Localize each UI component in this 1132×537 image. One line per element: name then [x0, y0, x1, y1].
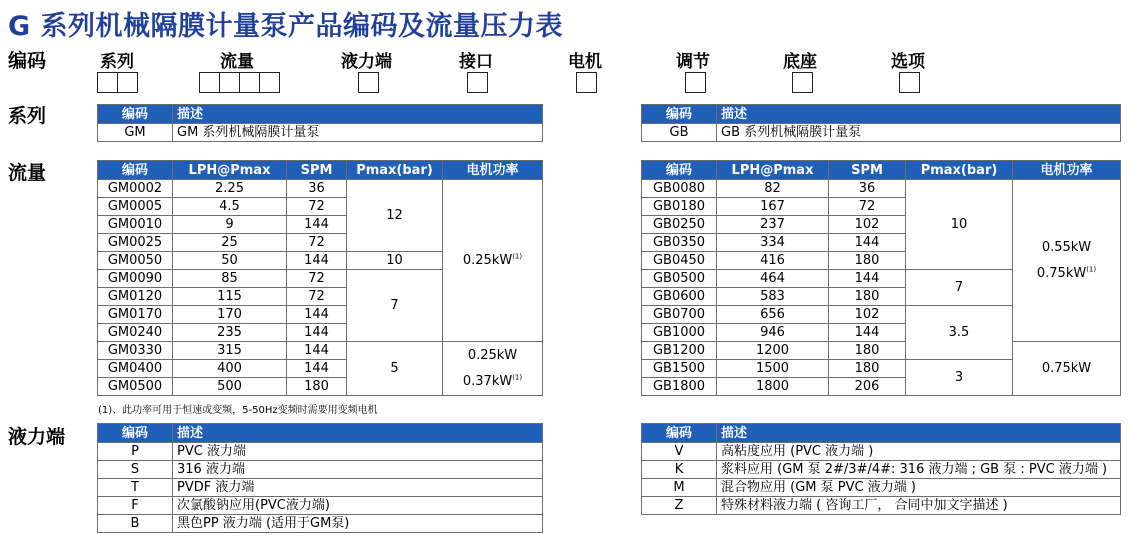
flow-spm: 180 — [829, 360, 906, 378]
code-column-series: 系列 — [100, 52, 134, 72]
header-power: 电机功率 — [1013, 161, 1121, 180]
flow-code: GM0170 — [98, 306, 173, 324]
header-lph: LPH@Pmax — [717, 161, 829, 180]
header-code: 编码 — [98, 161, 173, 180]
header-desc: 描述 — [717, 424, 1121, 443]
flow-spm: 180 — [829, 288, 906, 306]
flow-code: GB0080 — [642, 180, 717, 198]
flow-code: GB0350 — [642, 234, 717, 252]
flow-code: GM0010 — [98, 216, 173, 234]
flow-lph: 416 — [717, 252, 829, 270]
liquid-desc: 混合物应用 (GM 泵 PVC 液力端 ) — [717, 479, 1121, 497]
code-column-base: 底座 — [783, 52, 817, 72]
flow-code: GM0090 — [98, 270, 173, 288]
flow-spm: 144 — [287, 306, 347, 324]
flow-lph: 9 — [173, 216, 287, 234]
header-code: 编码 — [98, 105, 173, 124]
flow-lph: 656 — [717, 306, 829, 324]
flow-spm: 72 — [829, 198, 906, 216]
flow-lph: 1800 — [717, 378, 829, 396]
liquid-desc: 黑色PP 液力端 (适用于GM泵) — [173, 515, 543, 533]
flow-spm: 144 — [287, 324, 347, 342]
header-lph: LPH@Pmax — [173, 161, 287, 180]
flow-lph: 235 — [173, 324, 287, 342]
row-label-flow: 流量 — [8, 162, 47, 184]
liquid-code: F — [98, 497, 173, 515]
code-boxes-base[interactable] — [792, 72, 812, 93]
code-column-motor: 电机 — [568, 52, 602, 72]
flow-lph: 85 — [173, 270, 287, 288]
liquid-desc: 浆料应用 (GM 泵 2#/3#/4#: 316 液力端 ; GB 泵 : PVC 液力端 ) — [717, 461, 1121, 479]
pmax-cell: 5 — [347, 342, 443, 396]
flow-code: GB1000 — [642, 324, 717, 342]
header-spm: SPM — [829, 161, 906, 180]
series-table-gm — [97, 104, 543, 142]
flow-lph: 583 — [717, 288, 829, 306]
header-pmax: Pmax(bar) — [347, 161, 443, 180]
flow-table-gb — [641, 160, 1121, 396]
flow-spm: 72 — [287, 198, 347, 216]
power-cell: 0.25kW $0.37kW^{(1)}$ — [443, 342, 543, 396]
liquid-end-table-left — [97, 423, 543, 533]
liquid-code: B — [98, 515, 173, 533]
flow-code: GM0050 — [98, 252, 173, 270]
pmax-cell: 12 — [347, 180, 443, 252]
flow-lph: 1500 — [717, 360, 829, 378]
flow-lph: 170 — [173, 306, 287, 324]
flow-lph: 2.25 — [173, 180, 287, 198]
flow-spm: 102 — [829, 306, 906, 324]
row-label-liquid-end: 液力端 — [8, 426, 66, 448]
flow-spm: 180 — [829, 252, 906, 270]
flow-lph: 500 — [173, 378, 287, 396]
code-boxes-adjust[interactable] — [685, 72, 705, 93]
header-code: 编码 — [642, 105, 717, 124]
code-boxes-flow[interactable] — [199, 72, 279, 93]
flow-lph: 315 — [173, 342, 287, 360]
header-code: 编码 — [642, 161, 717, 180]
code-column-options: 选项 — [891, 52, 925, 72]
code-boxes-options[interactable] — [899, 72, 919, 93]
page-title: G 系列机械隔膜计量泵产品编码及流量压力表 — [8, 11, 564, 42]
code-boxes-liquid-end[interactable] — [358, 72, 378, 93]
header-power: 电机功率 — [443, 161, 543, 180]
pmax-cell: 3.5 — [906, 306, 1013, 360]
flow-code: GB1500 — [642, 360, 717, 378]
power-cell: 0.55kW $0.75kW^{(1)}$ — [1013, 180, 1121, 342]
liquid-code: T — [98, 479, 173, 497]
liquid-code: S — [98, 461, 173, 479]
pmax-cell: 10 — [906, 180, 1013, 270]
power-cell: 0.75kW — [1013, 342, 1121, 396]
series-table-gb — [641, 104, 1121, 142]
flow-spm: 144 — [287, 342, 347, 360]
liquid-desc: 次氯酸钠应用(PVC液力端) — [173, 497, 543, 515]
flow-spm: 144 — [287, 216, 347, 234]
flow-lph: 50 — [173, 252, 287, 270]
liquid-code: K — [642, 461, 717, 479]
code-column-liquid-end: 液力端 — [341, 52, 392, 72]
row-label-code: 编码 — [8, 50, 47, 72]
pmax-cell: 7 — [347, 270, 443, 342]
flow-code: GB0250 — [642, 216, 717, 234]
header-code: 编码 — [98, 424, 173, 443]
flow-code: GB1200 — [642, 342, 717, 360]
series-code: GM — [98, 124, 173, 142]
flow-code: GM0120 — [98, 288, 173, 306]
flow-lph: 464 — [717, 270, 829, 288]
flow-code: GM0240 — [98, 324, 173, 342]
flow-code: GM0500 — [98, 378, 173, 396]
row-label-series: 系列 — [8, 105, 47, 127]
flow-lph: 82 — [717, 180, 829, 198]
flow-lph: 946 — [717, 324, 829, 342]
flow-code: GB0600 — [642, 288, 717, 306]
flow-spm: 36 — [287, 180, 347, 198]
pmax-cell: 7 — [906, 270, 1013, 306]
flow-code: GB0500 — [642, 270, 717, 288]
flow-lph: 237 — [717, 216, 829, 234]
header-code: 编码 — [642, 424, 717, 443]
flow-lph: 25 — [173, 234, 287, 252]
flow-spm: 72 — [287, 270, 347, 288]
header-desc: 描述 — [717, 105, 1121, 124]
header-pmax: Pmax(bar) — [906, 161, 1013, 180]
series-code: GB — [642, 124, 717, 142]
flow-code: GM0400 — [98, 360, 173, 378]
flow-code: GB0700 — [642, 306, 717, 324]
flow-spm: 180 — [287, 378, 347, 396]
flow-spm: 72 — [287, 288, 347, 306]
series-desc: GM 系列机械隔膜计量泵 — [173, 124, 543, 142]
flow-lph: 4.5 — [173, 198, 287, 216]
header-desc: 描述 — [173, 105, 543, 124]
pmax-cell: 10 — [347, 252, 443, 270]
liquid-desc: PVDF 液力端 — [173, 479, 543, 497]
flow-code: GB0180 — [642, 198, 717, 216]
flow-spm: 72 — [287, 234, 347, 252]
flow-code: GB1800 — [642, 378, 717, 396]
flow-spm: 180 — [829, 342, 906, 360]
flow-spm: 36 — [829, 180, 906, 198]
code-boxes-motor[interactable] — [576, 72, 596, 93]
flow-lph: 334 — [717, 234, 829, 252]
flow-lph: 1200 — [717, 342, 829, 360]
flow-spm: 206 — [829, 378, 906, 396]
power-cell: $0.25kW^{(1)}$ — [443, 180, 543, 342]
flow-spm: 144 — [829, 324, 906, 342]
flow-spm: 144 — [829, 234, 906, 252]
pmax-cell: 3 — [906, 360, 1013, 396]
footnote: (1)、此功率可用于恒速或变频，5-50Hz变频时需要用变频电机 — [98, 405, 378, 416]
liquid-desc: 特殊材料液力端 ( 咨询工厂， 合同中加文字描述 ) — [717, 497, 1121, 515]
code-boxes-series[interactable] — [97, 72, 137, 93]
flow-spm: 144 — [829, 270, 906, 288]
series-desc: GB 系列机械隔膜计量泵 — [717, 124, 1121, 142]
liquid-desc: PVC 液力端 — [173, 443, 543, 461]
flow-code: GB0450 — [642, 252, 717, 270]
liquid-end-table-right — [641, 423, 1121, 515]
flow-code: GM0002 — [98, 180, 173, 198]
flow-spm: 102 — [829, 216, 906, 234]
flow-code: GM0005 — [98, 198, 173, 216]
flow-lph: 167 — [717, 198, 829, 216]
flow-spm: 144 — [287, 360, 347, 378]
code-column-adjust: 调节 — [676, 52, 710, 72]
liquid-desc: 高粘度应用 (PVC 液力端 ) — [717, 443, 1121, 461]
header-desc: 描述 — [173, 424, 543, 443]
liquid-code: M — [642, 479, 717, 497]
flow-spm: 144 — [287, 252, 347, 270]
flow-lph: 400 — [173, 360, 287, 378]
header-spm: SPM — [287, 161, 347, 180]
flow-lph: 115 — [173, 288, 287, 306]
flow-table-gm — [97, 160, 543, 396]
code-column-connection: 接口 — [459, 52, 493, 72]
code-boxes-connection[interactable] — [467, 72, 487, 93]
liquid-code: P — [98, 443, 173, 461]
liquid-code: Z — [642, 497, 717, 515]
flow-code: GM0330 — [98, 342, 173, 360]
liquid-desc: 316 液力端 — [173, 461, 543, 479]
code-column-flow: 流量 — [220, 52, 254, 72]
flow-code: GM0025 — [98, 234, 173, 252]
liquid-code: V — [642, 443, 717, 461]
